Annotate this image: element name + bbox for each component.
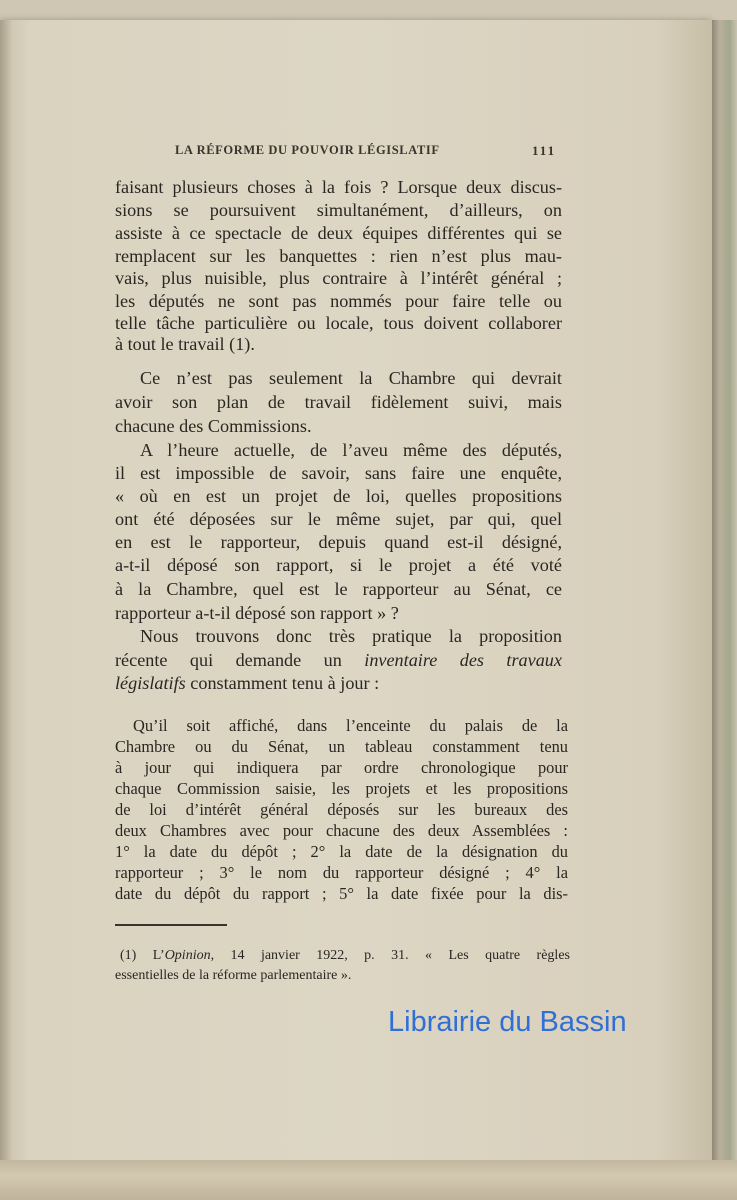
quote-line: date du dépôt du rapport ; 5° la date fixée pour la dis- bbox=[115, 884, 568, 903]
watermark: Librairie du Bassin bbox=[388, 1006, 627, 1038]
paragraph1-line: à tout le travail (1). bbox=[115, 334, 255, 354]
italic-text: législatifs bbox=[115, 673, 186, 693]
paragraph2-line bbox=[115, 673, 562, 694]
paragraph2-line: Ce n’est pas seulement la Chambre qui devrait bbox=[140, 368, 562, 388]
running-title: LA RÉFORME DU POUVOIR LÉGISLATIF bbox=[175, 143, 440, 157]
paragraph1-line: vais, plus nuisible, plus contraire à l’intérêt général ; bbox=[115, 268, 562, 288]
italic-text: inventaire des travaux bbox=[364, 650, 562, 670]
paragraph1-line: assiste à ce spectacle de deux équipes différentes qui se bbox=[115, 223, 562, 243]
paragraph2-line: « où en est un projet de loi, quelles propositions bbox=[115, 486, 562, 506]
quote-line: deux Chambres avec pour chacune des deux Assemblées : bbox=[115, 821, 568, 840]
paragraph2-line: a-t-il déposé son rapport, si le projet a été voté bbox=[115, 555, 562, 575]
quote-line: de loi d’intérêt général déposés sur les bureaux des bbox=[115, 800, 568, 819]
paragraph2-line: à la Chambre, quel est le rapporteur au Sénat, ce bbox=[115, 579, 562, 599]
paragraph1-line: remplacent sur les banquettes : rien n’est plus mau- bbox=[115, 246, 562, 266]
quote-line: rapporteur ; 3° le nom du rapporteur désigné ; 4° la bbox=[115, 863, 568, 882]
text-run: constamment tenu à jour : bbox=[185, 673, 380, 693]
quote-line: Chambre ou du Sénat, un tableau constamment tenu bbox=[115, 737, 568, 756]
paragraph2-line: en est le rapporteur, depuis quand est-il désigné, bbox=[115, 532, 562, 552]
paragraph1-line: les députés ne sont pas nommés pour faire telle ou bbox=[115, 291, 562, 311]
quote-line: à jour qui indiquera par ordre chronologique pour bbox=[115, 758, 568, 777]
quote-line: 1° la date du dépôt ; 2° la date de la désignation du bbox=[115, 842, 568, 861]
quote-line: chaque Commission saisie, les projets et les propositions bbox=[115, 779, 568, 798]
paragraph1-line: telle tâche particulière ou locale, tous doivent collaborer bbox=[115, 313, 562, 333]
page-gutter bbox=[0, 20, 12, 1170]
paragraph2-line: chacune des Commissions. bbox=[115, 416, 312, 436]
footnote-line bbox=[115, 948, 570, 964]
page-bottom-edge bbox=[0, 1160, 737, 1200]
text-run: récente qui demande un bbox=[115, 650, 365, 670]
text-run: (1) L’ bbox=[120, 948, 165, 963]
paragraph1-line: faisant plusieurs choses à la fois ? Lorsque deux discus- bbox=[115, 177, 562, 197]
paragraph2-line: avoir son plan de travail fidèlement suivi, mais bbox=[115, 392, 562, 412]
page-edges bbox=[712, 20, 737, 1170]
paragraph2-line: Nous trouvons donc très pratique la proposition bbox=[140, 626, 562, 646]
paragraph2-line: rapporteur a-t-il déposé son rapport » ? bbox=[115, 603, 399, 623]
italic-text: Opinion bbox=[164, 948, 211, 963]
footnote-rule bbox=[115, 924, 227, 926]
text-run: , 14 janvier 1922, p. 31. « Les quatre règles bbox=[210, 948, 570, 963]
paragraph2-line: il est impossible de savoir, sans faire une enquête, bbox=[115, 463, 562, 483]
quote-line: Qu’il soit affiché, dans l’enceinte du palais de la bbox=[133, 716, 568, 735]
paragraph2-line: ont été déposées sur le même sujet, par qui, quel bbox=[115, 509, 562, 529]
page-number: 111 bbox=[532, 143, 557, 158]
paragraph2-line: A l’heure actuelle, de l’aveu même des députés, bbox=[140, 440, 562, 460]
footnote-line: essentielles de la réforme parlementaire ». bbox=[115, 968, 352, 983]
paragraph2-line bbox=[115, 650, 562, 671]
paragraph1-line: sions se poursuivent simultanément, d’ailleurs, on bbox=[115, 200, 562, 220]
